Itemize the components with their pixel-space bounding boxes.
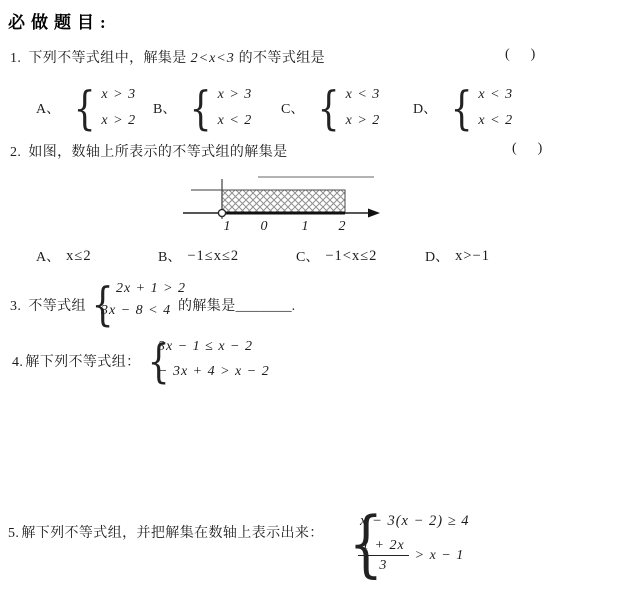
hatched-region [222, 190, 345, 213]
system-line: x > 3 [101, 87, 137, 102]
system-line: x < 2 [478, 113, 514, 128]
fraction-comparison: > x − 1 [414, 547, 465, 563]
system-brace [451, 84, 473, 132]
problem-4-system-line-1: 3x − 1 ≤ x − 2 [158, 339, 254, 354]
option-label: D、 [413, 102, 438, 117]
tick-label: 1 [301, 219, 309, 234]
problem-3-solution-label: 的解集是 [178, 299, 236, 314]
problem-2-option-a [36, 246, 92, 266]
tick-label: 2 [338, 219, 346, 234]
problem-1-inline-math: 2<x<3 [190, 51, 235, 66]
problem-1-option-b [153, 82, 252, 134]
system-brace [74, 84, 96, 132]
problem-3-text-before: 不等式组 [28, 299, 86, 314]
problem-2-statement [10, 141, 288, 161]
problem-1-text-after: 的不等式组是 [234, 51, 326, 66]
option-label: C、 [281, 102, 305, 117]
option-label: D、 [425, 250, 450, 265]
option-label: B、 [158, 250, 182, 265]
fraction-numerator: 1 + 2x [358, 537, 409, 556]
arrow-head-icon [368, 209, 380, 218]
option-value: −1<x≤2 [325, 247, 378, 264]
problem-3-system-line-1: − 2x + 1 > 2 [101, 281, 187, 296]
system-line: x < 2 [217, 113, 253, 128]
problem-4-system-line-2: − 3x + 4 > x − 2 [158, 364, 270, 379]
problem-3-statement [10, 295, 86, 315]
system-line: x > 2 [345, 113, 381, 128]
problem-5-number: 5. [8, 526, 20, 541]
page-title: 必做题目: [8, 13, 112, 32]
problem-2-number: 2. [10, 145, 22, 160]
problem-5-statement [8, 522, 324, 542]
problem-5-system-line-1: x − 3(x − 2) ≥ 4 [360, 513, 470, 529]
problem-1-number: 1. [10, 51, 22, 66]
problem-4-text: 解下列不等式组： [25, 355, 141, 370]
fraction [358, 537, 409, 574]
open-circle-marker [218, 209, 225, 216]
option-value: x≤2 [66, 247, 92, 264]
option-value: x>−1 [455, 247, 490, 264]
option-label: A、 [36, 250, 61, 265]
problem-1-text-before: 下列不等式组中，解集是 [28, 51, 191, 66]
problem-5-text: 解下列不等式组，并把解集在数轴上表示出来： [21, 526, 324, 541]
option-label: B、 [153, 102, 177, 117]
problem-3-text-after [178, 295, 295, 315]
system-line: x < 3 [478, 87, 514, 102]
tick-label: 1 [223, 219, 231, 234]
option-label: C、 [296, 250, 320, 265]
system-line: x < 3 [345, 87, 381, 102]
problem-2-text: 如图，数轴上所表示的不等式组的解集是 [28, 145, 288, 160]
problem-2-option-b [158, 246, 239, 266]
problem-2-option-d [425, 246, 490, 266]
problem-4-number: 4. [12, 355, 24, 370]
problem-1-option-d [413, 82, 513, 134]
system-brace [190, 84, 212, 132]
option-value: −1≤x≤2 [187, 247, 240, 264]
problem-1-option-c [281, 82, 380, 134]
problem-5-system-line-2 [358, 537, 464, 574]
fraction-denominator: 3 [379, 558, 388, 573]
tick-label: 0 [260, 219, 268, 234]
problem-3-number: 3. [10, 299, 22, 314]
problem-2-answer-bracket: ( ) [512, 141, 543, 156]
number-line-diagram [176, 172, 388, 236]
problem-1-statement [10, 47, 325, 67]
problem-4-statement [12, 351, 141, 371]
system-brace [318, 84, 340, 132]
problem-1-answer-bracket: ( ) [505, 47, 536, 62]
problem-1-option-a [36, 82, 136, 134]
option-label: A、 [36, 102, 61, 117]
problem-2-option-c [296, 246, 377, 266]
system-line: x > 2 [101, 113, 137, 128]
answer-blank: ________. [235, 299, 296, 314]
system-line: x > 3 [217, 87, 253, 102]
problem-3-system-line-2: 3x − 8 < 4 [101, 303, 172, 318]
